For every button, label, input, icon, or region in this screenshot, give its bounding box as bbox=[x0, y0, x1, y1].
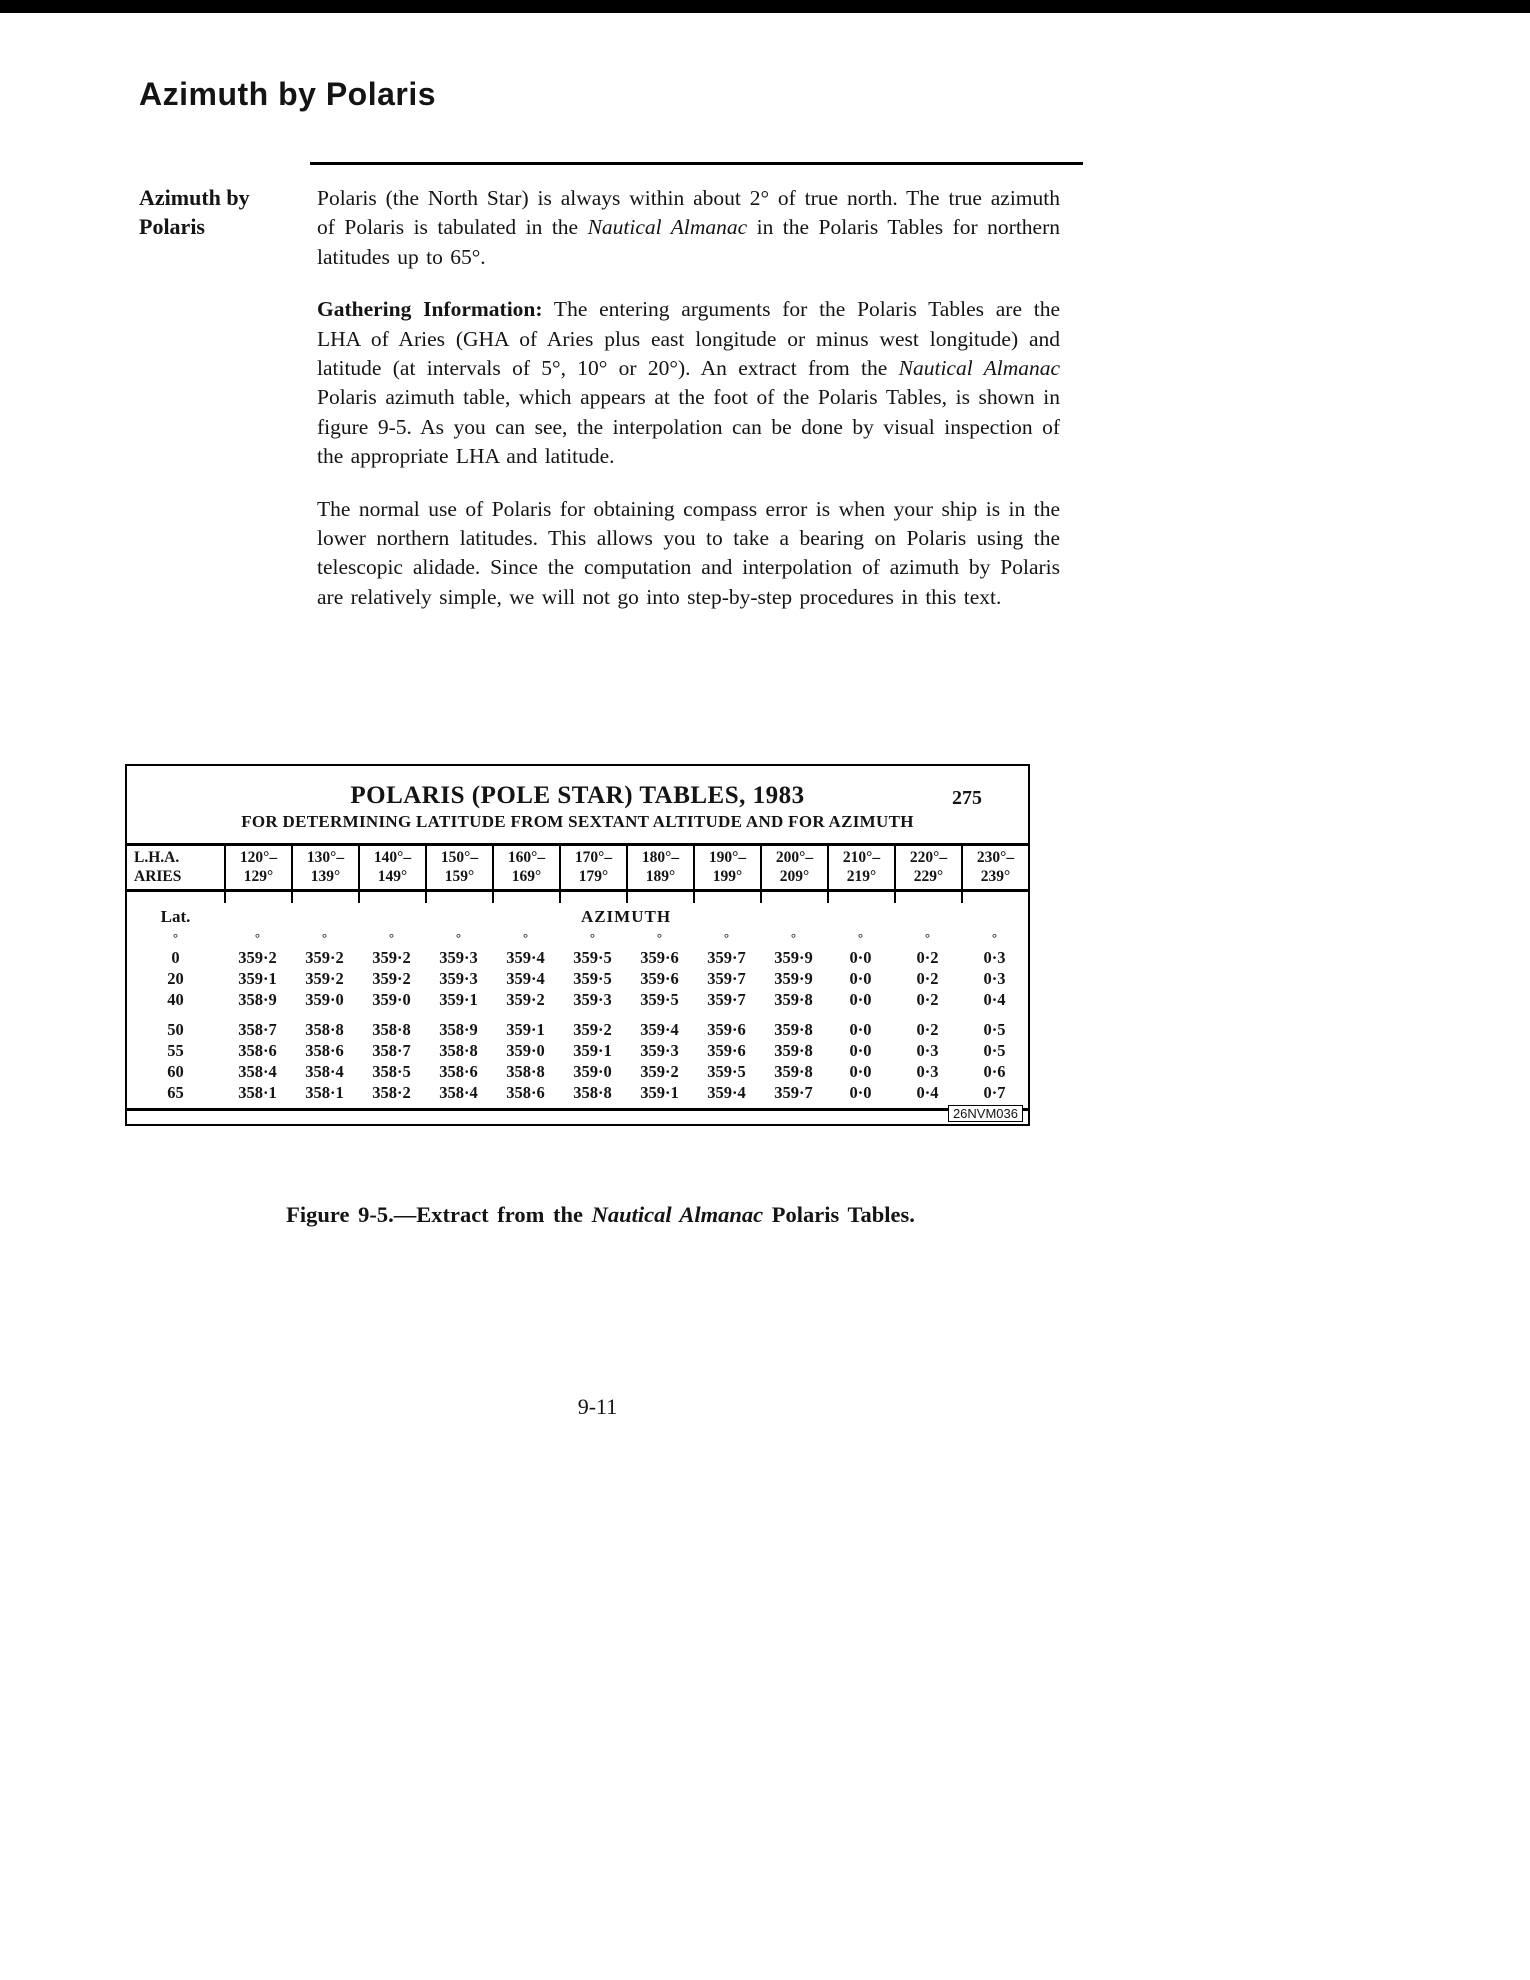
azimuth-value: 359·2 bbox=[640, 1062, 679, 1081]
azimuth-value: 358·6 bbox=[238, 1041, 277, 1060]
latitude-value: 20 bbox=[167, 969, 184, 988]
azimuth-value: 358·1 bbox=[305, 1083, 344, 1102]
lha-range-column-header: 150°– 159° bbox=[425, 846, 492, 889]
lha-aries-corner bbox=[127, 846, 224, 889]
lha-range-column-header: 120°– 129° bbox=[224, 846, 291, 889]
latitude-value: 55 bbox=[167, 1041, 184, 1060]
azimuth-value: 359·7 bbox=[707, 969, 746, 988]
lha-range-column-header: 180°– 189° bbox=[626, 846, 693, 889]
azimuth-value: 358·9 bbox=[238, 990, 277, 1009]
azimuth-value: 0·7 bbox=[983, 1083, 1006, 1102]
column-divider-tick bbox=[559, 892, 626, 903]
azimuth-value: 358·7 bbox=[238, 1020, 277, 1039]
almanac-page-number: 275 bbox=[952, 787, 982, 809]
body-paragraph-3 bbox=[317, 495, 1060, 613]
column-divider-tick bbox=[827, 892, 894, 903]
column-divider-tick bbox=[961, 892, 1028, 903]
azimuth-value: 359·3 bbox=[640, 1041, 679, 1060]
row-group bbox=[127, 1019, 1028, 1103]
degree-symbol: ° bbox=[656, 930, 663, 945]
azimuth-value: 0·3 bbox=[916, 1041, 939, 1060]
azimuth-value: 0·6 bbox=[983, 1062, 1006, 1081]
column-divider-tick bbox=[693, 892, 760, 903]
azimuth-value: 0·3 bbox=[983, 969, 1006, 988]
lha-range-column-header: 160°– 169° bbox=[492, 846, 559, 889]
azimuth-value: 359·4 bbox=[640, 1020, 679, 1039]
table-header-row bbox=[127, 843, 1028, 892]
azimuth-value: 358·8 bbox=[305, 1020, 344, 1039]
azimuth-value: 359·2 bbox=[305, 969, 344, 988]
lha-range-column-header: 130°– 139° bbox=[291, 846, 358, 889]
degree-row bbox=[127, 931, 1028, 947]
paragraph-text: The entering arguments for the Polaris Tables are the LHA of Aries (GHA of Aries plus east longitude or minus west longitude) and latitude (at intervals of 5°, 10° or 20°). An extract from the bbox=[317, 297, 1061, 381]
table-row bbox=[127, 968, 1028, 989]
azimuth-value: 359·3 bbox=[439, 948, 478, 967]
azimuth-value: 359·8 bbox=[774, 1062, 813, 1081]
heading-rule bbox=[310, 162, 1083, 165]
degree-symbol: ° bbox=[254, 930, 261, 945]
azimuth-value: 359·1 bbox=[506, 1020, 545, 1039]
azimuth-value: 0·2 bbox=[916, 1020, 939, 1039]
figure-title-row bbox=[127, 782, 1028, 812]
page-top-rule bbox=[0, 0, 1530, 13]
azimuth-value: 0·0 bbox=[849, 1020, 872, 1039]
azimuth-value: 359·2 bbox=[506, 990, 545, 1009]
degree-symbol: ° bbox=[522, 930, 529, 945]
azimuth-value: 358·6 bbox=[506, 1083, 545, 1102]
degree-symbol: ° bbox=[172, 930, 179, 945]
lha-label-line2: ARIES bbox=[134, 868, 182, 885]
column-divider-tick bbox=[894, 892, 961, 903]
azimuth-value: 0·0 bbox=[849, 1083, 872, 1102]
caption-text: Figure 9-5.—Extract from the bbox=[286, 1202, 592, 1227]
lat-header: Lat. bbox=[160, 907, 191, 926]
azimuth-value: 358·1 bbox=[238, 1083, 277, 1102]
lha-range-column-header: 230°– 239° bbox=[961, 846, 1028, 889]
azimuth-value: 0·2 bbox=[916, 990, 939, 1009]
azimuth-value: 0·2 bbox=[916, 948, 939, 967]
azimuth-value: 0·5 bbox=[983, 1020, 1006, 1039]
column-divider-tick bbox=[760, 892, 827, 903]
azimuth-value: 358·4 bbox=[305, 1062, 344, 1081]
azimuth-value: 0·0 bbox=[849, 1062, 872, 1081]
sidebar-topic-line1: Azimuth by bbox=[139, 185, 250, 210]
lha-range-column-header: 210°– 219° bbox=[827, 846, 894, 889]
azimuth-value: 359·1 bbox=[640, 1083, 679, 1102]
latitude-value: 65 bbox=[167, 1083, 184, 1102]
table-row bbox=[127, 1019, 1028, 1040]
azimuth-value: 0·3 bbox=[983, 948, 1006, 967]
column-divider-tick bbox=[358, 892, 425, 903]
azimuth-header: AZIMUTH bbox=[580, 907, 672, 926]
azimuth-value: 359·5 bbox=[640, 990, 679, 1009]
azimuth-value: 359·4 bbox=[506, 948, 545, 967]
azimuth-value: 358·6 bbox=[439, 1062, 478, 1081]
azimuth-value: 358·8 bbox=[573, 1083, 612, 1102]
lha-range-column-header: 170°– 179° bbox=[559, 846, 626, 889]
degree-symbol: ° bbox=[924, 930, 931, 945]
azimuth-value: 359·6 bbox=[640, 969, 679, 988]
azimuth-value: 0·0 bbox=[849, 1041, 872, 1060]
azimuth-value: 359·5 bbox=[573, 948, 612, 967]
azimuth-value: 359·2 bbox=[238, 948, 277, 967]
column-divider-tick bbox=[492, 892, 559, 903]
degree-symbol: ° bbox=[321, 930, 328, 945]
azimuth-value: 0·0 bbox=[849, 969, 872, 988]
azimuth-value: 359·3 bbox=[573, 990, 612, 1009]
paragraph-text: Polaris (the North Star) is always within about 2° of true north. The true azimuth of Polaris is tabulated in the bbox=[317, 186, 1060, 240]
polaris-azimuth-table bbox=[127, 843, 1028, 1111]
body-paragraph-1 bbox=[317, 184, 1060, 272]
latitude-value: 60 bbox=[167, 1062, 184, 1081]
azimuth-value: 359·2 bbox=[305, 948, 344, 967]
figure-code: 26NVM036 bbox=[948, 1105, 1023, 1122]
azimuth-value: 359·6 bbox=[640, 948, 679, 967]
azimuth-value: 358·4 bbox=[439, 1083, 478, 1102]
body-paragraph-2 bbox=[317, 295, 1060, 471]
paragraph-text: in the Polaris Tables for northern latitudes up to 65°. bbox=[317, 215, 1060, 269]
figure-title: POLARIS (POLE STAR) TABLES, 1983 bbox=[350, 782, 805, 809]
azimuth-value: 358·8 bbox=[372, 1020, 411, 1039]
table-row bbox=[127, 1040, 1028, 1061]
column-divider-tick bbox=[224, 892, 291, 903]
azimuth-value: 359·4 bbox=[707, 1083, 746, 1102]
degree-symbol: ° bbox=[589, 930, 596, 945]
azimuth-value: 359·8 bbox=[774, 1020, 813, 1039]
bold-lead-in: Gathering Information: bbox=[317, 297, 543, 322]
caption-text: Polaris Tables. bbox=[763, 1202, 915, 1227]
azimuth-value: 0·4 bbox=[983, 990, 1006, 1009]
page-heading: Azimuth by Polaris bbox=[139, 76, 437, 112]
tick-row bbox=[127, 892, 1028, 903]
azimuth-value: 0·5 bbox=[983, 1041, 1006, 1060]
azimuth-value: 358·7 bbox=[372, 1041, 411, 1060]
azimuth-value: 359·2 bbox=[372, 948, 411, 967]
azimuth-value: 0·2 bbox=[916, 969, 939, 988]
degree-symbol: ° bbox=[991, 930, 998, 945]
azimuth-value: 359·2 bbox=[372, 969, 411, 988]
degree-symbol: ° bbox=[455, 930, 462, 945]
azimuth-value: 359·7 bbox=[707, 948, 746, 967]
azimuth-value: 0·3 bbox=[916, 1062, 939, 1081]
latitude-value: 0 bbox=[171, 948, 180, 967]
table-row bbox=[127, 989, 1028, 1010]
figure-caption bbox=[128, 1202, 1073, 1228]
degree-symbol: ° bbox=[723, 930, 730, 945]
lha-range-column-header: 200°– 209° bbox=[760, 846, 827, 889]
azimuth-value: 0·0 bbox=[849, 948, 872, 967]
italic-book-title: Nautical Almanac bbox=[898, 356, 1061, 381]
paragraph-text: Polaris azimuth table, which appears at the foot of the Polaris Tables, is shown in figure 9-5. As you can see, the interpolation can be done by visual inspection of the appropriate LHA and latitude. bbox=[317, 385, 1060, 469]
figure-subtitle: FOR DETERMINING LATITUDE FROM SEXTANT ALTITUDE AND FOR AZIMUTH bbox=[241, 812, 914, 831]
azimuth-value: 359·9 bbox=[774, 969, 813, 988]
column-divider-tick bbox=[425, 892, 492, 903]
column-divider-tick bbox=[626, 892, 693, 903]
azimuth-value: 0·4 bbox=[916, 1083, 939, 1102]
azimuth-value: 359·2 bbox=[573, 1020, 612, 1039]
azimuth-value: 358·5 bbox=[372, 1062, 411, 1081]
azimuth-value: 359·5 bbox=[573, 969, 612, 988]
degree-symbol: ° bbox=[857, 930, 864, 945]
azimuth-value: 358·4 bbox=[238, 1062, 277, 1081]
azimuth-value: 358·8 bbox=[439, 1041, 478, 1060]
azimuth-value: 359·0 bbox=[305, 990, 344, 1009]
azimuth-value: 359·6 bbox=[707, 1020, 746, 1039]
azimuth-value: 359·9 bbox=[774, 948, 813, 967]
table-row bbox=[127, 947, 1028, 968]
azimuth-value: 358·2 bbox=[372, 1083, 411, 1102]
azimuth-value: 358·6 bbox=[305, 1041, 344, 1060]
latitude-value: 40 bbox=[167, 990, 184, 1009]
lha-range-column-header: 190°– 199° bbox=[693, 846, 760, 889]
table-row bbox=[127, 1061, 1028, 1082]
lha-label-line1: L.H.A. bbox=[134, 849, 180, 866]
azimuth-value: 358·8 bbox=[506, 1062, 545, 1081]
azimuth-value: 359·0 bbox=[372, 990, 411, 1009]
degree-symbol: ° bbox=[790, 930, 797, 945]
paragraph-text: The normal use of Polaris for obtaining compass error is when your ship is in the lower northern latitudes. This allows you to take a bearing on Polaris using the telescopic alidade. Since the computation and interpolation of azimuth by Polaris are relatively simple, we will not go into step-by-step procedures in this text. bbox=[317, 496, 1060, 609]
lat-azimuth-row bbox=[127, 903, 1028, 931]
azimuth-value: 359·1 bbox=[238, 969, 277, 988]
page-number: 9-11 bbox=[577, 1394, 618, 1419]
azimuth-value: 359·4 bbox=[506, 969, 545, 988]
azimuth-value: 359·6 bbox=[707, 1041, 746, 1060]
latitude-value: 50 bbox=[167, 1020, 184, 1039]
azimuth-value: 359·7 bbox=[707, 990, 746, 1009]
azimuth-value: 359·1 bbox=[573, 1041, 612, 1060]
azimuth-value: 0·0 bbox=[849, 990, 872, 1009]
lha-range-column-header: 220°– 229° bbox=[894, 846, 961, 889]
italic-book-title: Nautical Almanac bbox=[591, 1202, 764, 1227]
column-divider-tick bbox=[291, 892, 358, 903]
azimuth-value: 359·0 bbox=[573, 1062, 612, 1081]
azimuth-value: 359·8 bbox=[774, 990, 813, 1009]
azimuth-value: 359·8 bbox=[774, 1041, 813, 1060]
azimuth-value: 359·3 bbox=[439, 969, 478, 988]
azimuth-value: 358·9 bbox=[439, 1020, 478, 1039]
row-group bbox=[127, 947, 1028, 1010]
sidebar-topic-label bbox=[139, 183, 250, 241]
table-row bbox=[127, 1082, 1028, 1103]
sidebar-topic-line2: Polaris bbox=[139, 214, 205, 239]
azimuth-value: 359·5 bbox=[707, 1062, 746, 1081]
azimuth-value: 359·1 bbox=[439, 990, 478, 1009]
table-body bbox=[127, 947, 1028, 1111]
lha-range-column-header: 140°– 149° bbox=[358, 846, 425, 889]
body-text-column bbox=[317, 184, 1060, 635]
degree-symbol: ° bbox=[388, 930, 395, 945]
italic-book-title: Nautical Almanac bbox=[587, 215, 748, 240]
azimuth-value: 359·0 bbox=[506, 1041, 545, 1060]
column-divider-tick bbox=[127, 892, 224, 903]
azimuth-value: 359·7 bbox=[774, 1083, 813, 1102]
polaris-table-figure bbox=[125, 764, 1030, 1126]
